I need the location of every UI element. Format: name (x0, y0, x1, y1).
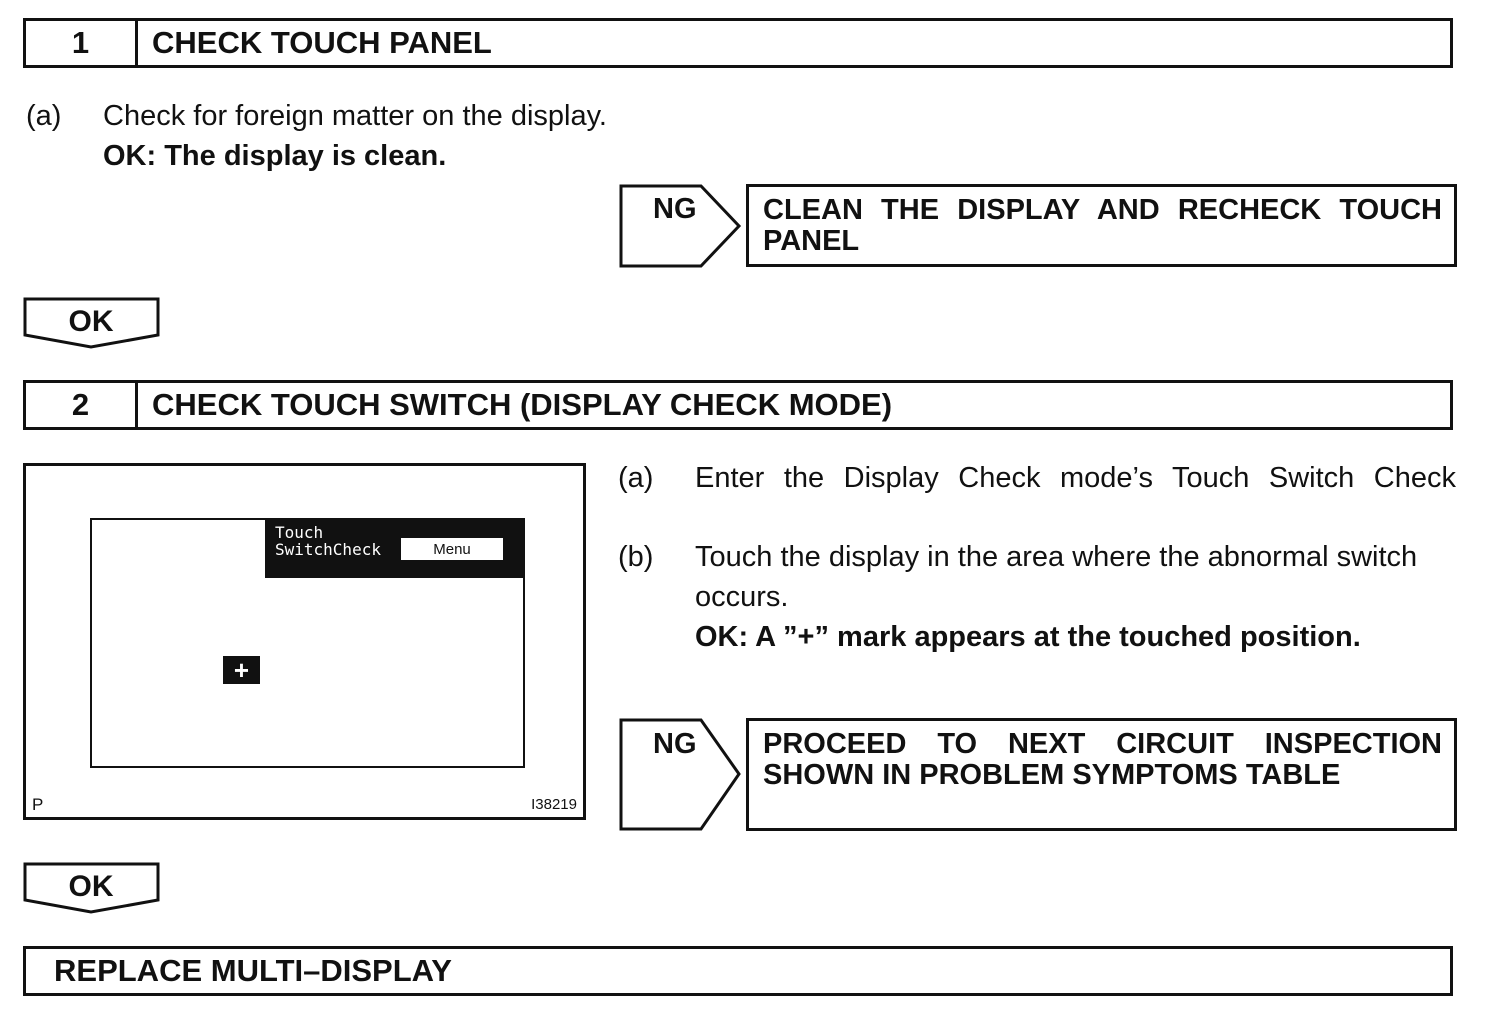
ng-action-line: PROCEED TO NEXT CIRCUIT INSPECTION (763, 728, 1442, 760)
ok-label: OK (68, 305, 114, 338)
figure-id: I38219 (531, 796, 577, 813)
screen-title (275, 524, 381, 558)
item-marker: (b) (618, 541, 654, 573)
ok-condition: OK: The display is clean. (103, 140, 447, 172)
ok-label: OK (68, 870, 114, 903)
ng-action-line: PANEL (763, 225, 860, 257)
display-figure (23, 463, 586, 820)
step-2-header (23, 380, 1453, 430)
instruction-text: occurs. (695, 581, 789, 613)
screen-title-line: Touch (275, 523, 324, 542)
ng-action-box (746, 184, 1457, 267)
display-screen (90, 518, 525, 768)
figure-corner-label: P (32, 795, 44, 814)
plus-mark-icon: + (223, 656, 260, 684)
step-1-header (23, 18, 1453, 68)
final-action-box (23, 946, 1453, 996)
screen-title-line: SwitchCheck (275, 540, 381, 559)
step-title: CHECK TOUCH SWITCH (DISPLAY CHECK MODE) (152, 387, 893, 422)
ng-action-box (746, 718, 1457, 831)
instruction-text: Touch the display in the area where the abnormal switch (695, 541, 1418, 573)
ok-condition: OK: A ”+” mark appears at the touched position. (695, 621, 1361, 653)
screen-header (265, 520, 523, 578)
item-marker: (a) (26, 100, 62, 132)
ng-action-line: SHOWN IN PROBLEM SYMPTOMS TABLE (763, 759, 1341, 791)
step-number: 2 (26, 383, 138, 427)
ng-label: NG (653, 193, 697, 225)
step-number: 1 (26, 21, 138, 65)
instruction-text: Check for foreign matter on the display. (103, 100, 607, 132)
ng-action-line: CLEAN THE DISPLAY AND RECHECK TOUCH (763, 194, 1442, 226)
ng-label: NG (653, 728, 697, 760)
item-marker: (a) (618, 462, 654, 494)
menu-button: Menu (401, 538, 503, 560)
instruction-text: Enter the Display Check mode’s Touch Switch Check (695, 462, 1456, 494)
final-action-title: REPLACE MULTI–DISPLAY (54, 953, 452, 988)
step-title: CHECK TOUCH PANEL (152, 25, 492, 60)
